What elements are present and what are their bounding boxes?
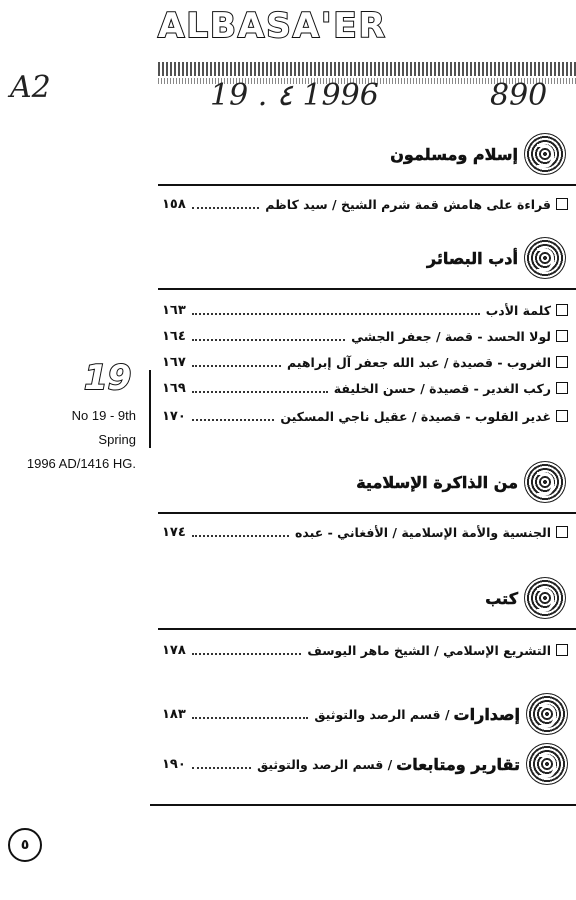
section-title: إسلام ومسلمون xyxy=(390,144,518,164)
toc-item-text: كلمة الأدب xyxy=(485,302,551,318)
checkbox-icon xyxy=(556,382,568,394)
checkbox-icon xyxy=(556,330,568,342)
leader-dots xyxy=(192,331,345,341)
toc-item-page: ١٦٤ xyxy=(162,328,186,344)
checkbox-icon xyxy=(556,304,568,316)
section-rule xyxy=(158,184,576,186)
toc-item-text: الغروب - قصيدة / عبد الله جعفر آل إبراهيم xyxy=(286,354,551,370)
section-header xyxy=(427,238,566,278)
section-title: من الذاكرة الإسلامية xyxy=(356,472,518,492)
leader-dots xyxy=(192,527,289,537)
page-number-badge xyxy=(8,828,42,862)
toc-item-text: قراءة على هامش قمة شرم الشيخ / سيد كاظم xyxy=(265,196,551,212)
handwritten-code: 890 xyxy=(490,78,548,113)
issue-line-1: No 19 - 9th xyxy=(71,408,136,423)
leader-dots xyxy=(192,199,259,209)
section-title: تقارير ومتابعات xyxy=(396,754,520,774)
toc-item[interactable] xyxy=(162,406,568,426)
checkbox-icon xyxy=(556,410,568,422)
toc-item-page: ١٧٨ xyxy=(162,642,186,658)
issue-line-3: 1996 AD/1416 HG. xyxy=(26,456,136,471)
toc-item[interactable] xyxy=(162,326,568,346)
leader-dots xyxy=(192,411,275,421)
section-title: أدب البصائر xyxy=(426,248,518,268)
toc-item-text: لولا الحسد - قصة / جعفر الجشي xyxy=(351,328,551,344)
section-rule xyxy=(158,628,576,630)
toc-item[interactable] xyxy=(162,640,568,660)
section-emblem-icon xyxy=(524,461,566,503)
toc-item[interactable] xyxy=(162,300,568,320)
side-divider xyxy=(149,370,151,448)
toc-item-text: غدير القلوب - قصيدة / عقيل ناجي المسكين xyxy=(280,408,551,424)
section-rule xyxy=(158,288,576,290)
toc-item-page: ١٦٧ xyxy=(162,354,186,370)
toc-item-text: الجنسية والأمة الإسلامية / الأفغاني - عبده xyxy=(295,524,551,540)
section-emblem-icon xyxy=(524,133,566,175)
toc-inline-section[interactable] xyxy=(162,744,568,784)
leader-dots xyxy=(192,383,328,393)
section-header xyxy=(390,134,566,174)
leader-dots xyxy=(192,305,480,315)
toc-item-text: / قسم الرصد والتوثيق xyxy=(314,706,450,722)
checkbox-icon xyxy=(556,356,568,368)
toc-item-text: التشريع الإسلامي / الشيخ ماهر اليوسف xyxy=(307,642,551,658)
toc-item-text: / قسم الرصد والتوثيق xyxy=(257,756,393,772)
toc-item[interactable] xyxy=(162,352,568,372)
checkbox-icon xyxy=(556,526,568,538)
checkbox-icon xyxy=(556,644,568,656)
toc-item[interactable] xyxy=(162,522,568,542)
toc-item-page: ١٦٩ xyxy=(162,380,186,396)
leader-dots xyxy=(192,759,251,769)
toc-item-page: ١٩٠ xyxy=(162,756,186,772)
section-rule xyxy=(158,512,576,514)
issue-line-2: Spring xyxy=(98,432,136,447)
checkbox-icon xyxy=(556,198,568,210)
toc-inline-section[interactable] xyxy=(162,694,568,734)
section-header xyxy=(485,578,566,618)
section-emblem-icon xyxy=(526,743,568,785)
section-emblem-icon xyxy=(526,693,568,735)
handwritten-date: 19 . ٤ 1996 xyxy=(210,78,379,113)
masthead-logo: ALBASA'ER xyxy=(158,6,387,46)
section-emblem-icon xyxy=(524,577,566,619)
toc-item[interactable] xyxy=(162,194,568,214)
section-title: إصدارات xyxy=(453,704,520,724)
toc-item[interactable] xyxy=(162,378,568,398)
section-emblem-icon xyxy=(524,237,566,279)
section-header xyxy=(356,462,566,502)
leader-dots xyxy=(192,645,302,655)
toc-item-text: ركب الغدير - قصيدة / حسن الخليفة xyxy=(333,380,551,396)
page-number: ٥ xyxy=(20,837,30,853)
handwritten-ref: A2 xyxy=(10,70,51,105)
toc-item-page: ١٥٨ xyxy=(162,196,186,212)
issue-number: 19 xyxy=(84,358,132,398)
toc-item-page: ١٧٤ xyxy=(162,524,186,540)
toc-item-page: ١٦٣ xyxy=(162,302,186,318)
toc-item-page: ١٨٣ xyxy=(162,706,186,722)
footer-rule xyxy=(150,804,576,806)
toc-item-page: ١٧٠ xyxy=(162,408,186,424)
leader-dots xyxy=(192,709,309,719)
masthead-hatch-band xyxy=(158,62,576,76)
leader-dots xyxy=(192,357,281,367)
section-title: كتب xyxy=(485,588,518,608)
